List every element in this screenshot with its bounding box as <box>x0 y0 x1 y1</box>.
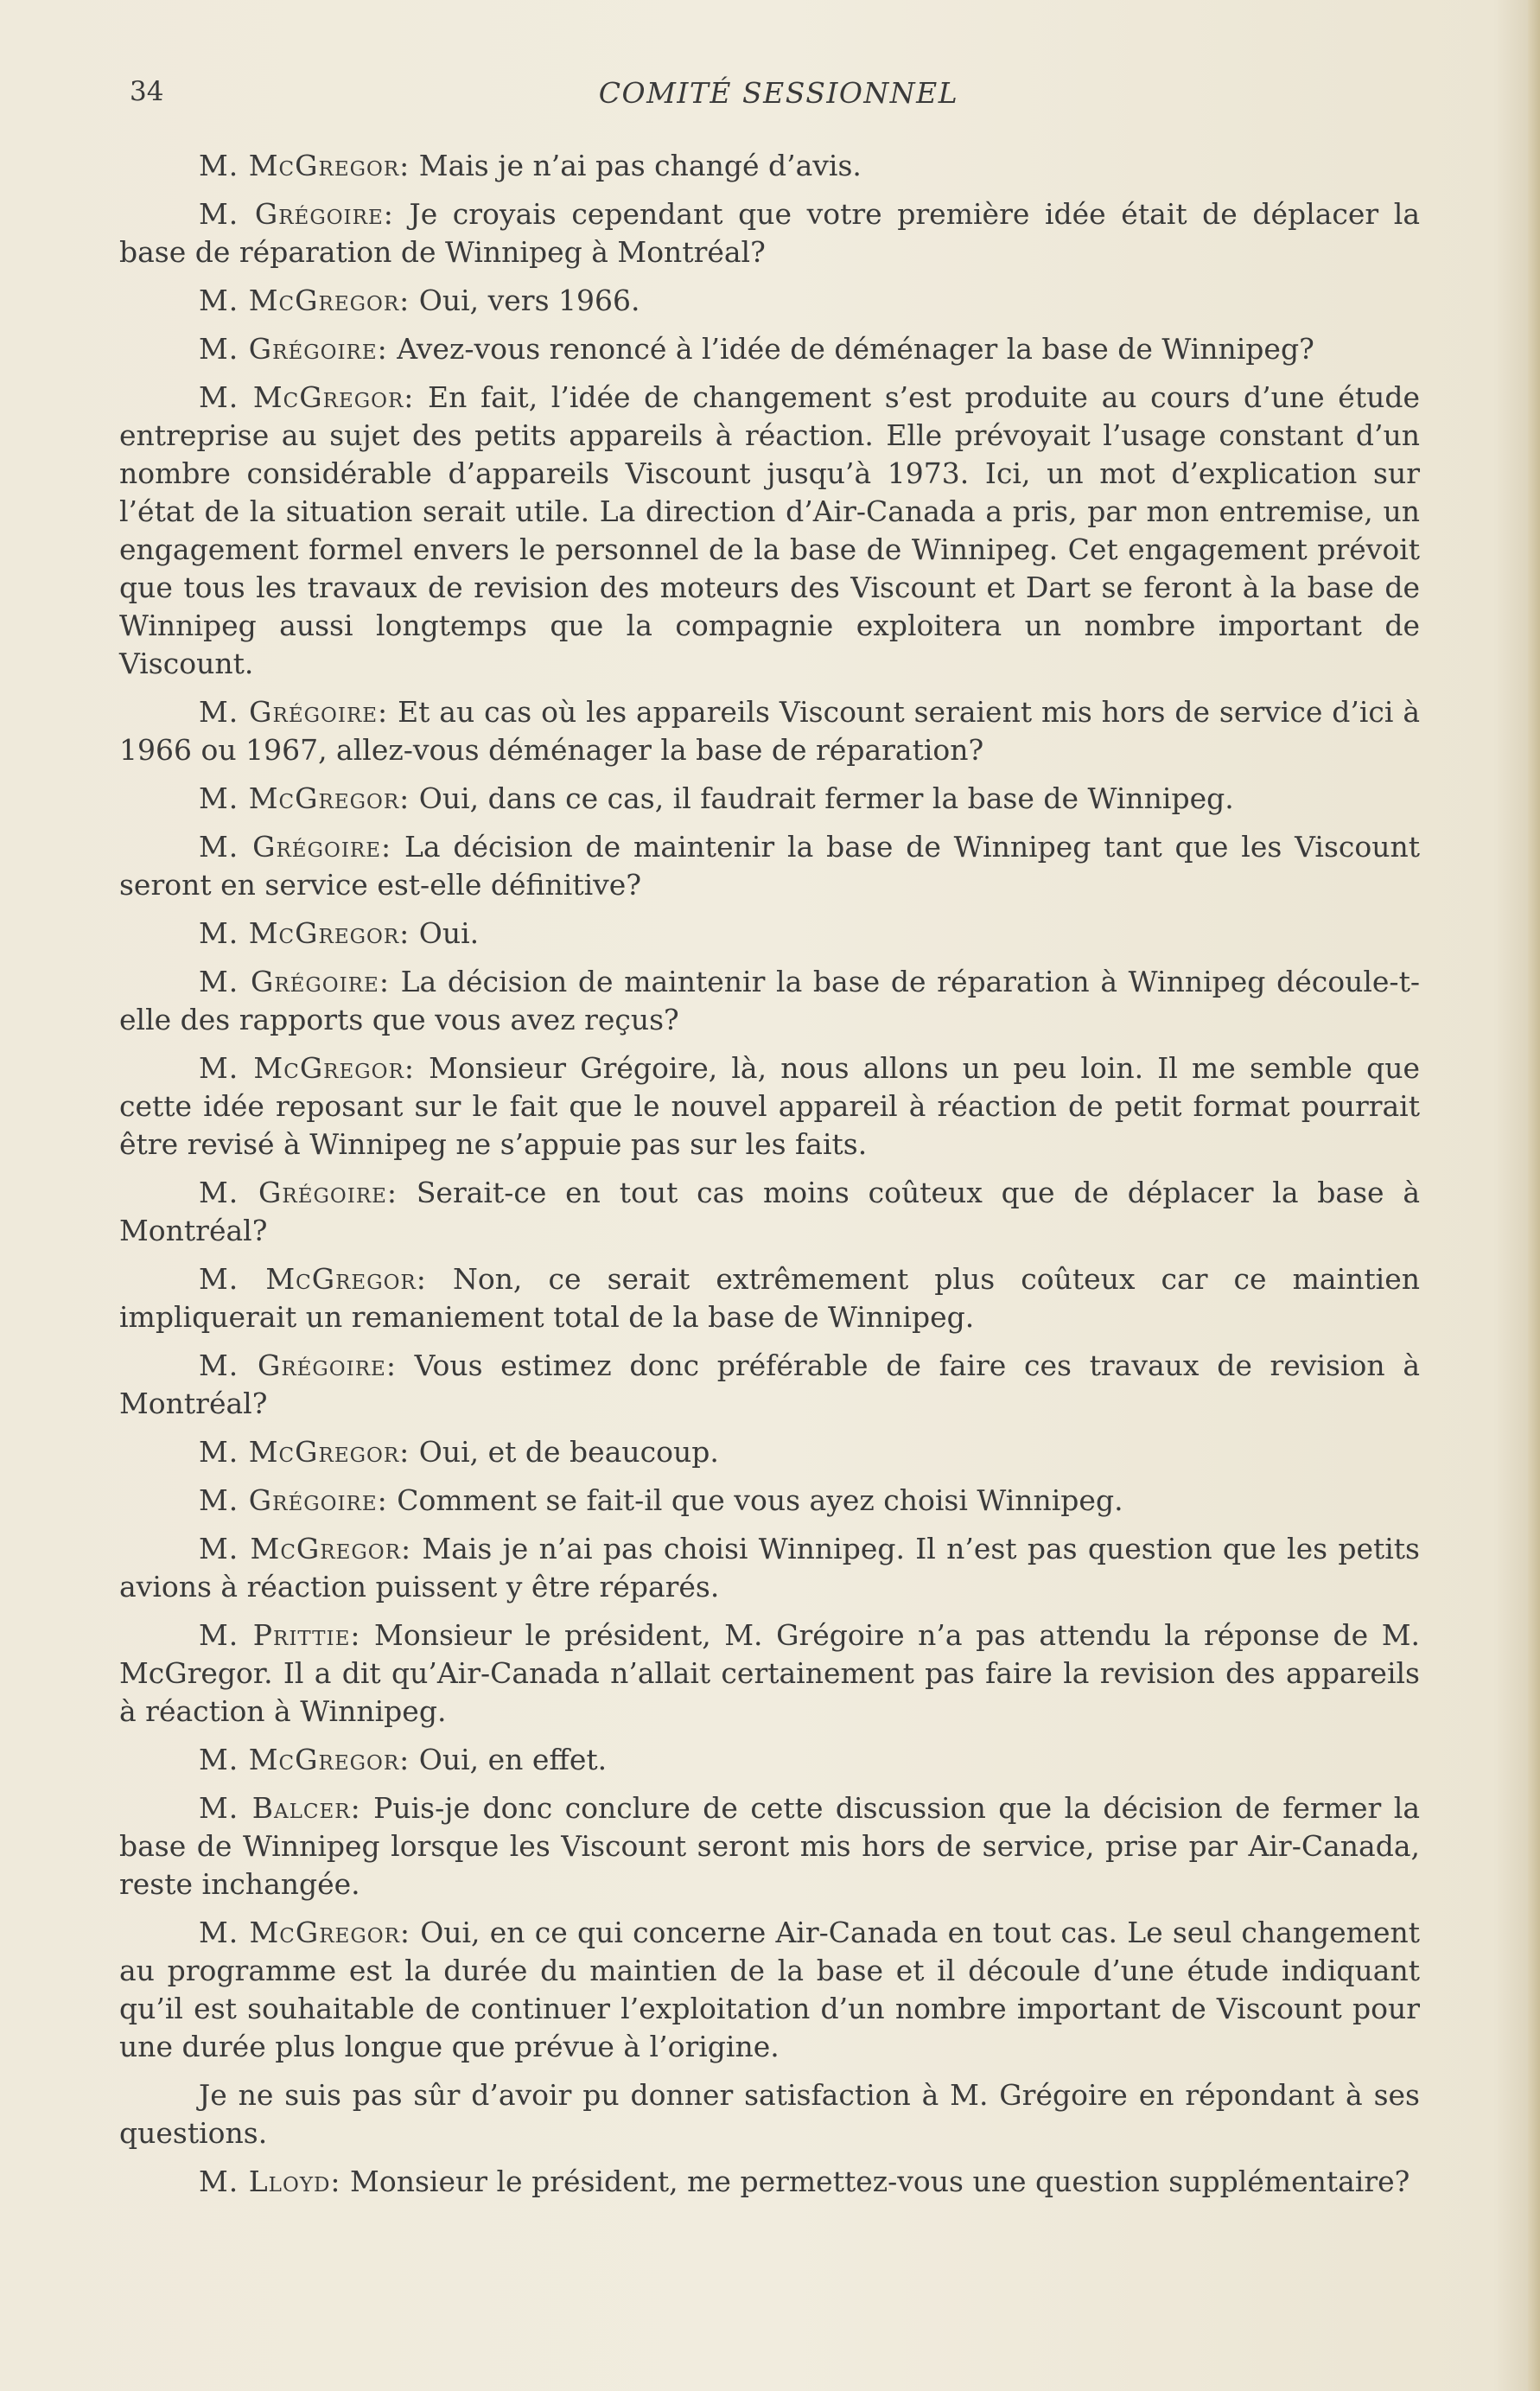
paragraph-text: Oui. <box>410 916 480 950</box>
paragraph-text: Je ne suis pas sûr d’avoir pu donner satisfaction à M. Grégoire en répondant à ses questions. <box>119 2078 1420 2150</box>
paragraph <box>119 195 1420 271</box>
page-number: 34 <box>130 76 164 107</box>
paragraph <box>119 1433 1420 1471</box>
paragraph-text: Oui, dans ce cas, il faudrait fermer la base de Winnipeg. <box>410 781 1234 815</box>
paragraph-text: Oui, en effet. <box>410 1743 608 1776</box>
paragraph <box>119 1260 1420 1336</box>
speaker-label: M. Grégoire: <box>199 332 388 366</box>
page-edge <box>1528 0 1540 2391</box>
document-body <box>119 147 1420 2211</box>
speaker-label: M. McGregor: <box>199 149 410 182</box>
speaker-label: M. McGregor: <box>199 380 415 414</box>
paragraph <box>119 1482 1420 1520</box>
speaker-label: M. McGregor: <box>199 1743 410 1776</box>
speaker-label: M. Balcer: <box>199 1791 361 1825</box>
paragraph <box>119 147 1420 185</box>
paragraph-text: Oui, en ce qui concerne Air-Canada en tout cas. Le seul changement au programme est la durée du maintien de la base et il découle d’une étude indiquant qu’il est souhaitable de continuer l’exploitation d’un nombre important de Viscount pour une durée plus longue que prévue à l’origine. <box>119 1916 1420 2063</box>
speaker-label: M. McGregor: <box>199 1532 412 1565</box>
speaker-label: M. Grégoire: <box>199 965 390 998</box>
paragraph <box>119 1347 1420 1423</box>
paragraph-text: Monsieur le président, me permettez-vous une question supplémentaire? <box>340 2165 1410 2198</box>
paragraph <box>119 828 1420 904</box>
paragraph <box>119 2076 1420 2152</box>
paragraph <box>119 693 1420 769</box>
paragraph-text: Monsieur Grégoire, là, nous allons un peu loin. Il me semble que cette idée reposant sur le fait que le nouvel appareil à réaction de petit format pourrait être revisé à Winnipeg ne s’appuie pas sur les faits. <box>119 1051 1420 1161</box>
paragraph-text: Je croyais cependant que votre première idée était de déplacer la base de réparation de Winnipeg à Montréal? <box>119 197 1420 269</box>
paragraph <box>119 1049 1420 1164</box>
paragraph-text: Mais je n’ai pas choisi Winnipeg. Il n’est pas question que les petits avions à réaction puissent y être réparés. <box>119 1532 1420 1604</box>
paragraph <box>119 1530 1420 1606</box>
speaker-label: M. Grégoire: <box>199 1176 398 1209</box>
paragraph <box>119 2163 1420 2201</box>
paragraph-text: Non, ce serait extrêmement plus coûteux car ce maintien impliquerait un remaniement total de la base de Winnipeg. <box>119 1262 1421 1334</box>
speaker-label: M. McGregor: <box>199 1262 427 1296</box>
paragraph-text: Serait-ce en tout cas moins coûteux que de déplacer la base à Montréal? <box>119 1176 1421 1247</box>
paragraph-text: Puis-je donc conclure de cette discussion que la décision de fermer la base de Winnipeg lorsque les Viscount seront mis hors de service, prise par Air-Canada, reste inchangée. <box>119 1791 1420 1901</box>
speaker-label: M. Grégoire: <box>199 830 392 864</box>
paragraph-text: Comment se fait-il que vous ayez choisi Winnipeg. <box>387 1483 1123 1517</box>
paragraph-text: Oui, et de beaucoup. <box>410 1435 719 1469</box>
speaker-label: M. McGregor: <box>199 1051 415 1085</box>
speaker-label: M. McGregor: <box>199 781 410 815</box>
paragraph-text: Et au cas où les appareils Viscount seraient mis hors de service d’ici à 1966 ou 1967, allez-vous déménager la base de réparation? <box>119 695 1421 767</box>
paragraph <box>119 1174 1420 1250</box>
paragraph-text: Avez-vous renoncé à l’idée de déménager la base de Winnipeg? <box>387 332 1314 366</box>
paragraph <box>119 330 1420 368</box>
paragraph <box>119 282 1420 320</box>
speaker-label: M. Grégoire: <box>199 695 389 729</box>
paragraph-text: En fait, l’idée de changement s’est produite au cours d’une étude entreprise au sujet des petits appareils à réaction. Elle prévoyait l’usage constant d’un nombre considérable d’appareils Viscount jusqu’à 1973. Ici, un mot d’explication sur l’état de la situation serait utile. La direction d’Air-Canada a pris, par mon entremise, un engagement formel envers le personnel de la base de Winnipeg. Cet engagement prévoit que tous les travaux de revision des moteurs des Viscount et Dart se feront à la base de Winnipeg aussi longtemps que la compagnie exploitera un nombre important de Viscount. <box>119 380 1420 680</box>
paragraph <box>119 915 1420 953</box>
running-head: COMITÉ SESSIONNEL <box>598 76 959 110</box>
paragraph-text: La décision de maintenir la base de réparation à Winnipeg découle-t-elle des rapports que vous avez reçus? <box>119 965 1420 1036</box>
speaker-label: M. McGregor: <box>199 916 410 950</box>
paragraph-text: Mais je n’ai pas changé d’avis. <box>410 149 862 182</box>
speaker-label: M. McGregor: <box>199 1916 410 1949</box>
paragraph <box>119 963 1420 1039</box>
speaker-label: M. McGregor: <box>199 284 410 317</box>
paragraph-text: Vous estimez donc préférable de faire ces travaux de revision à Montréal? <box>119 1349 1420 1420</box>
speaker-label: M. Grégoire: <box>199 1483 388 1517</box>
paragraph <box>119 1741 1420 1779</box>
paragraph <box>119 1914 1420 2066</box>
speaker-label: M. McGregor: <box>199 1435 410 1469</box>
paragraph <box>119 379 1420 683</box>
paragraph-text: Monsieur le président, M. Grégoire n’a pas attendu la réponse de M. McGregor. Il a dit qu’Air-Canada n’allait certainement pas faire la revision des appareils à réaction à Winnipeg. <box>119 1618 1420 1728</box>
paragraph-text: Oui, vers 1966. <box>410 284 640 317</box>
paragraph <box>119 780 1420 818</box>
paragraph <box>119 1789 1420 1903</box>
page-header <box>130 76 1428 119</box>
speaker-label: M. Prittie: <box>199 1618 361 1652</box>
speaker-label: M. Grégoire: <box>199 197 394 231</box>
speaker-label: M. Lloyd: <box>199 2165 341 2198</box>
speaker-label: M. Grégoire: <box>199 1349 397 1382</box>
paragraph <box>119 1616 1420 1731</box>
paragraph-text: La décision de maintenir la base de Winnipeg tant que les Viscount seront en service est-elle définitive? <box>119 830 1421 902</box>
